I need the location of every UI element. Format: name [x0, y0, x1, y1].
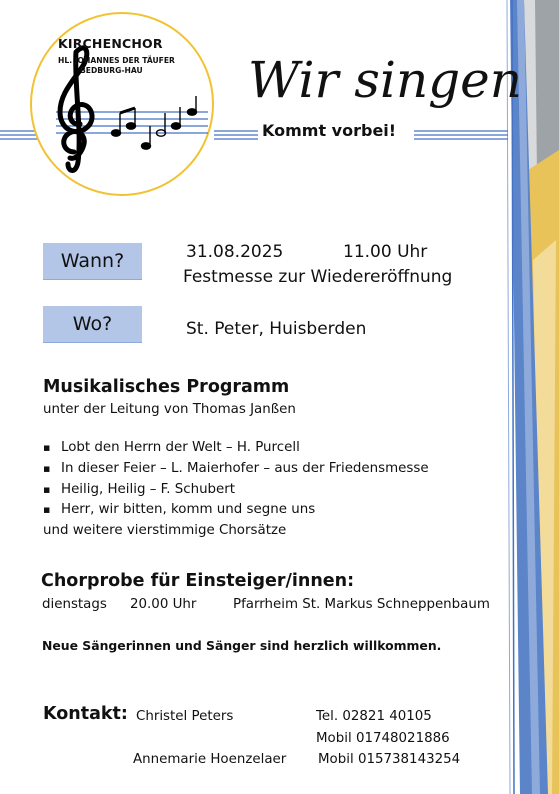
- headline: Wir singen: [248, 51, 522, 109]
- rehearsal-time: 20.00 Uhr: [130, 597, 197, 612]
- rehearsal-place: Pfarrheim St. Markus Schneppenbaum: [233, 597, 490, 612]
- event-date: 31.08.2025: [186, 242, 284, 262]
- contact-phone-1: Tel. 02821 40105: [316, 709, 432, 724]
- contact-person-2: Annemarie Hoenzelaer: [133, 752, 287, 767]
- event-title: Festmesse zur Wiedereröffnung: [183, 267, 453, 287]
- wann-label: Wann?: [43, 243, 142, 280]
- logo-subtitle: [58, 56, 188, 76]
- welcome-text: Neue Sängerinnen und Sänger sind herzlich willkommen.: [42, 638, 442, 653]
- logo-title: KIRCHENCHOR: [58, 36, 163, 51]
- program-footer: und weitere vierstimmige Chorsätze: [43, 523, 287, 538]
- contact-mobile-1: Mobil 01748021886: [316, 731, 450, 746]
- program-subtitle: unter der Leitung von Thomas Janßen: [43, 402, 296, 417]
- logo-line1: HL. JOHANNES DER TÄUFER: [58, 56, 175, 65]
- contact-mobile-2: Mobil 015738143254: [318, 752, 461, 767]
- event-time: 11.00 Uhr: [343, 242, 428, 262]
- rehearsal-title: Chorprobe für Einsteiger/innen:: [41, 571, 355, 591]
- program-item: ▪ In dieser Feier – L. Maierhofer – aus der Friedensmesse: [43, 461, 429, 476]
- subheadline: Kommt vorbei!: [262, 121, 397, 140]
- program-item: ▪ Heilig, Heilig – F. Schubert: [43, 482, 235, 497]
- program-title: Musikalisches Programm: [43, 377, 290, 397]
- contact-person-1: Christel Peters: [136, 709, 234, 724]
- rehearsal-day: dienstags: [42, 597, 107, 612]
- contact-label: Kontakt:: [43, 704, 128, 724]
- program-item: ▪ Lobt den Herrn der Welt – H. Purcell: [43, 440, 300, 455]
- logo-line2: BEDBURG-HAU: [80, 66, 143, 75]
- wo-label: Wo?: [43, 306, 142, 343]
- program-item: ▪ Herr, wir bitten, komm und segne uns: [43, 502, 315, 517]
- event-place: St. Peter, Huisberden: [186, 319, 367, 339]
